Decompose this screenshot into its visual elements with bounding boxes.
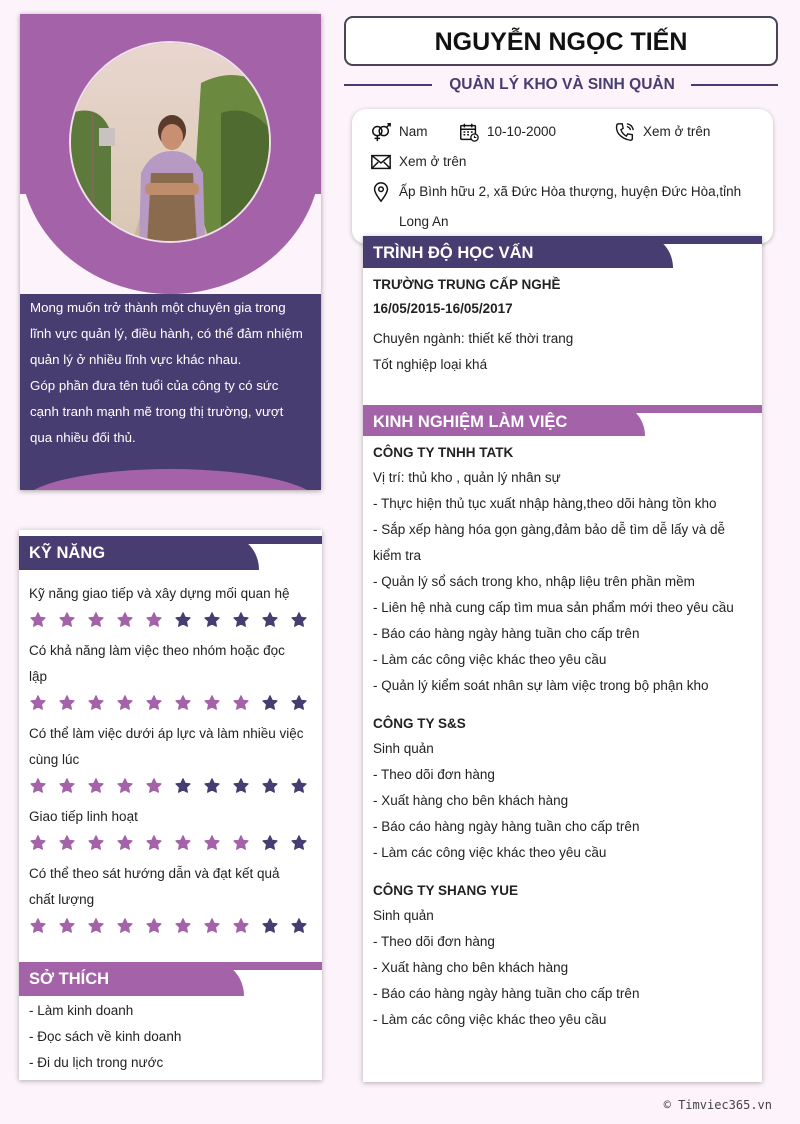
job-duty: - Sắp xếp hàng hóa gọn gàng,đảm bảo dễ tìm dễ lấy và dễ (373, 522, 726, 537)
calendar-icon (458, 121, 480, 143)
candidate-name: NGUYỄN NGỌC TIẾN (344, 16, 778, 66)
graduation-grade: Tốt nghiệp loại khá (373, 357, 488, 372)
star-filled-icon (30, 778, 46, 794)
job-duty: - Báo cáo hàng ngày hàng tuần cho cấp trên (373, 986, 640, 1001)
star-filled-icon (88, 835, 104, 851)
star-filled-icon (59, 918, 75, 934)
skill-name-2: Có khả năng làm việc theo nhóm hoặc đọc lập (29, 643, 285, 684)
dob-value: 10-10-2000 (487, 124, 557, 139)
skills-header: KỸ NĂNG (19, 536, 322, 570)
job-duty: - Làm các công việc khác theo yêu cầu (373, 1012, 607, 1027)
email-value: Xem ở trên (399, 154, 467, 169)
star-empty-icon (291, 918, 307, 934)
address-line-2: Long An (399, 214, 449, 229)
star-filled-icon (204, 835, 220, 851)
job-duty: - Liên hệ nhà cung cấp tìm mua sản phẩm mới theo yêu cầu (373, 600, 734, 615)
star-filled-icon (204, 695, 220, 711)
star-filled-icon (30, 695, 46, 711)
star-filled-icon (175, 695, 191, 711)
star-filled-icon (30, 918, 46, 934)
star-filled-icon (59, 695, 75, 711)
career-objective (30, 295, 312, 451)
star-filled-icon (88, 612, 104, 628)
job-duty: - Báo cáo hàng ngày hàng tuần cho cấp trên (373, 626, 640, 641)
star-empty-icon (175, 778, 191, 794)
star-filled-icon (30, 612, 46, 628)
footer-credit: © Timviec365.vn (663, 1098, 772, 1112)
skill-name-1: Kỹ năng giao tiếp và xây dựng mối quan hệ (29, 586, 290, 601)
job-duty: - Quản lý sổ sách trong kho, nhập liệu trên phần mềm (373, 574, 695, 589)
hobby-item: - Đi du lịch trong nước (29, 1055, 164, 1070)
hobby-item: - Đọc sách về kinh doanh (29, 1029, 182, 1044)
star-filled-icon (117, 778, 133, 794)
star-filled-icon (146, 835, 162, 851)
star-filled-icon (59, 612, 75, 628)
job-duty: - Theo dõi đơn hàng (373, 767, 495, 782)
company-name: CÔNG TY SHANG YUE (373, 883, 519, 898)
job-duty: - Báo cáo hàng ngày hàng tuần cho cấp trên (373, 819, 640, 834)
profile-card (20, 14, 321, 490)
job-position: Sinh quản (373, 741, 434, 756)
star-empty-icon (233, 612, 249, 628)
star-filled-icon (146, 695, 162, 711)
star-filled-icon (88, 918, 104, 934)
major: Chuyên ngành: thiết kế thời trang (373, 331, 574, 346)
star-empty-icon (291, 695, 307, 711)
star-filled-icon (233, 918, 249, 934)
divider (691, 84, 778, 86)
job-duty: kiểm tra (373, 548, 422, 563)
phone-icon (614, 121, 636, 143)
star-filled-icon (146, 612, 162, 628)
star-empty-icon (291, 612, 307, 628)
star-empty-icon (262, 835, 278, 851)
star-empty-icon (233, 778, 249, 794)
star-filled-icon (88, 695, 104, 711)
skill-name-4: Giao tiếp linh hoạt (29, 809, 138, 824)
star-empty-icon (262, 778, 278, 794)
school-name: TRƯỜNG TRUNG CẤP NGHỀ (373, 277, 561, 292)
star-filled-icon (88, 778, 104, 794)
company-name: CÔNG TY S&S (373, 716, 466, 731)
star-empty-icon (175, 612, 191, 628)
education-header: TRÌNH ĐỘ HỌC VẤN (363, 236, 762, 270)
job-title: QUẢN LÝ KHO VÀ SINH QUẢN (449, 76, 675, 93)
job-position: Sinh quản (373, 908, 434, 923)
star-filled-icon (117, 835, 133, 851)
hobbies-header: SỞ THÍCH (19, 962, 322, 996)
profile-photo (69, 41, 271, 243)
hobby-item: - Làm kinh doanh (29, 1003, 134, 1018)
main-content-card (363, 236, 762, 1082)
company-name: CÔNG TY TNHH TATK (373, 445, 514, 460)
location-icon (370, 181, 392, 203)
star-filled-icon (30, 835, 46, 851)
star-filled-icon (175, 918, 191, 934)
star-filled-icon (59, 835, 75, 851)
star-filled-icon (204, 918, 220, 934)
skill-name-5: Có thể theo sát hướng dẫn và đạt kết quả chất lượng (29, 866, 280, 907)
skill-name-3: Có thể làm việc dưới áp lực và làm nhiều việc cùng lúc (29, 726, 304, 767)
star-empty-icon (262, 695, 278, 711)
experience-header: KINH NGHIỆM LÀM VIỆC (363, 405, 762, 439)
job-duty: - Thực hiện thủ tục xuất nhập hàng,theo dõi hàng tồn kho (373, 496, 717, 511)
objective-paragraph-1: Mong muốn trở thành một chuyên gia trong lĩnh vực quản lý, điều hành, có thể đảm nhiệm quản lý ở nhiều lĩnh vực khác nhau. (30, 300, 303, 367)
star-empty-icon (204, 612, 220, 628)
star-filled-icon (117, 695, 133, 711)
phone-value: Xem ở trên (643, 124, 711, 139)
contact-info (352, 109, 773, 244)
job-duty: - Xuất hàng cho bên khách hàng (373, 960, 569, 975)
star-filled-icon (117, 612, 133, 628)
address-line-1: Ấp Bình hữu 2, xã Đức Hòa thượng, huyện Đức Hòa,tỉnh (399, 184, 742, 199)
star-empty-icon (262, 612, 278, 628)
gender-icon (370, 121, 392, 143)
job-position: Vị trí: thủ kho , quản lý nhân sự (373, 470, 561, 485)
star-empty-icon (262, 918, 278, 934)
decorative-wave (20, 469, 321, 490)
star-empty-icon (291, 835, 307, 851)
job-duty: - Theo dõi đơn hàng (373, 934, 495, 949)
star-filled-icon (146, 778, 162, 794)
star-filled-icon (146, 918, 162, 934)
job-duty: - Xuất hàng cho bên khách hàng (373, 793, 569, 808)
divider (344, 84, 432, 86)
star-filled-icon (233, 695, 249, 711)
job-duty: - Làm các công việc khác theo yêu cầu (373, 845, 607, 860)
star-filled-icon (117, 918, 133, 934)
job-duty: - Làm các công việc khác theo yêu cầu (373, 652, 607, 667)
star-filled-icon (59, 778, 75, 794)
star-filled-icon (175, 835, 191, 851)
star-empty-icon (204, 778, 220, 794)
email-icon (370, 151, 392, 173)
job-duty: - Quản lý kiểm soát nhân sự làm việc trong bộ phận kho (373, 678, 709, 693)
objective-paragraph-2: Góp phần đưa tên tuổi của công ty có sức cạnh tranh mạnh mẽ trong thị trường, vượt qua nhiều đối thủ. (30, 378, 284, 445)
star-empty-icon (291, 778, 307, 794)
star-filled-icon (233, 835, 249, 851)
study-period: 16/05/2015-16/05/2017 (373, 301, 513, 316)
skills-card (19, 530, 322, 1080)
gender-value: Nam (399, 124, 428, 139)
